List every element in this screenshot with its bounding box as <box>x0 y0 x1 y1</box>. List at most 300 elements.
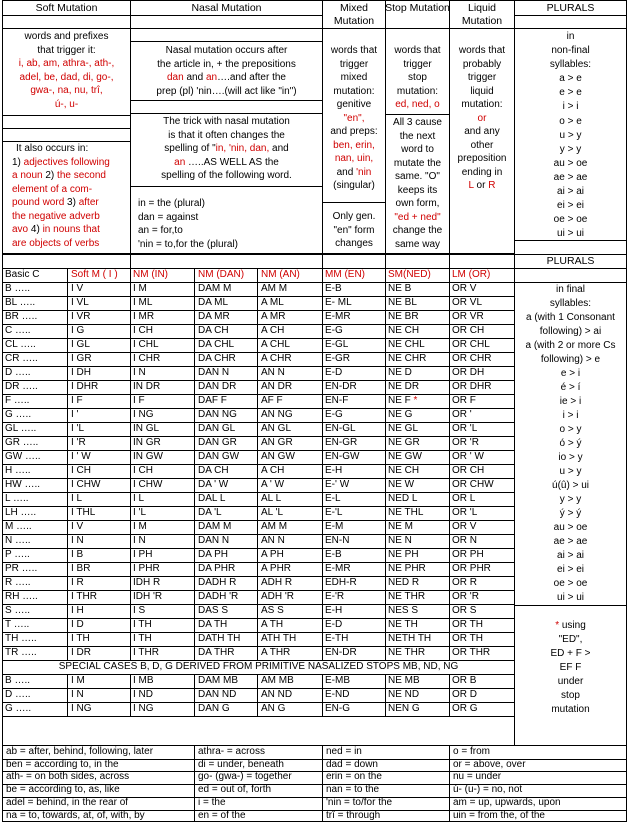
mutation-form: NE CHL <box>388 339 425 350</box>
mutation-form: DADH 'R <box>198 591 239 602</box>
mutation-form: E-TH <box>325 633 349 644</box>
mutation-form: DAN DR <box>198 381 237 392</box>
basic-consonant: TH ….. <box>5 633 37 644</box>
mutation-form: NE F * <box>388 395 418 406</box>
mutation-form: I DH <box>71 367 91 378</box>
mutation-form: E-MB <box>325 675 350 686</box>
mutation-form: E- ML <box>325 297 352 308</box>
soft-intro-text: words and prefixes that trigger it: i, ab, am, athra-, ath-, adel, be, dad, di, go-, gwa-, na, nu, trî, ú-, u- <box>18 31 115 110</box>
rule <box>2 408 515 409</box>
mutation-form: NE TH <box>388 619 418 630</box>
mutation-form: NE PHR <box>388 563 426 574</box>
glossary-entry: ú- (u-) = no, not <box>453 784 523 795</box>
mutation-form: I S <box>133 605 146 616</box>
plural-rule: ie > i <box>559 396 582 407</box>
stop-intro-text: words that trigger stop mutation: ed, ned, o <box>394 45 441 110</box>
plural-rule: in final <box>556 284 585 295</box>
mutation-form: NE GW <box>388 451 422 462</box>
mutation-form: I G <box>71 325 85 336</box>
rule <box>322 254 323 660</box>
mutation-form: I N <box>71 689 84 700</box>
mutation-form: OR V <box>452 521 477 532</box>
mutation-form: DAF F <box>198 395 227 406</box>
mutation-form: I BR <box>71 563 91 574</box>
mutation-form: AN GL <box>261 423 292 434</box>
plural-rule: o > e <box>559 115 582 127</box>
mutation-form: OR D <box>452 689 477 700</box>
plural-rule: e > i <box>560 368 581 379</box>
mutation-form: OR 'R <box>452 591 479 602</box>
mutation-form: NE M <box>388 521 413 532</box>
rule <box>449 674 450 716</box>
mutation-form: OR F <box>452 395 476 406</box>
glossary-entry: en = of the <box>198 810 246 821</box>
plurals-final-list <box>514 283 627 605</box>
mutation-form: AS S <box>261 605 284 616</box>
mutation-form: I R <box>71 577 84 588</box>
mutation-form: NE N <box>388 535 412 546</box>
plural-rule: a (with 2 or more Cs <box>525 340 616 351</box>
mutation-form: I ND <box>133 689 153 700</box>
table-header-1: Soft M ( I ) <box>71 269 118 280</box>
mutation-form: NE GR <box>388 437 420 448</box>
mutation-form: AN DR <box>261 381 293 392</box>
mutation-form: DA ML <box>198 297 229 308</box>
plural-rule: oe > oe <box>553 578 588 589</box>
mutation-form: I CHL <box>133 339 159 350</box>
mutation-form: NE THR <box>388 591 426 602</box>
mutation-form: DAN GL <box>198 423 236 434</box>
basic-consonant: B ….. <box>5 675 31 686</box>
mutation-form: I CH <box>71 465 91 476</box>
mutation-form: DA PH <box>198 549 229 560</box>
plural-rule: syllables: <box>549 59 592 71</box>
mutation-form: DA CHL <box>198 339 235 350</box>
glossary-entry: di = under, beneath <box>198 759 284 770</box>
mutation-form: I F <box>133 395 145 406</box>
plural-rule: e > e <box>559 87 582 99</box>
mutation-form: AN G <box>261 703 286 714</box>
mutation-form: NE DR <box>388 381 420 392</box>
glossary-entry: nu = under <box>453 771 502 782</box>
basic-consonant: F ….. <box>5 395 30 406</box>
mutation-form: I NG <box>133 409 154 420</box>
footnote-star: * <box>410 395 418 406</box>
basic-consonant: N ….. <box>5 535 31 546</box>
basic-consonant: BR ….. <box>5 311 38 322</box>
glossary-entry: adel = behind, in the rear of <box>6 797 129 808</box>
stop-note-text: All 3 cause the next word to mutate the same. "O" keeps its own form, "ed + ned" change the same way <box>392 117 443 250</box>
mutation-form: I MR <box>133 311 155 322</box>
mutation-form: AN GR <box>261 437 293 448</box>
mutation-form: OR 'L <box>452 507 478 518</box>
mutation-form: AN ND <box>261 689 293 700</box>
soft-also-text: It also occurs in: 1) adjectives following a noun 2) the second element of a com- pound word 3) after the negative adverb avo 4) in nouns that are objects of verbs <box>12 143 110 249</box>
mutation-form: EN-N <box>325 535 350 546</box>
mutation-form: I PH <box>133 549 153 560</box>
mutation-form: DAN NG <box>198 409 237 420</box>
mutation-form: NED R <box>388 577 420 588</box>
mutation-form: I THR <box>133 647 159 658</box>
mutation-form: OR R <box>452 577 477 588</box>
rule <box>257 674 258 716</box>
mutation-form: OR V <box>452 283 477 294</box>
mutation-form: DA CH <box>198 325 229 336</box>
mixed-intro-text: words that trigger mixed mutation: genitive "en", and preps: ben, erin, nan, uin, and 'nin (singular) <box>330 45 378 191</box>
mutation-form: I VL <box>71 297 89 308</box>
mutation-form: NEN G <box>388 703 420 714</box>
mutation-form: OR S <box>452 605 477 616</box>
mutation-form: DAM M <box>198 521 232 532</box>
mutation-form: OR VR <box>452 311 484 322</box>
mutation-form: IN GW <box>133 451 163 462</box>
mutation-form: OR CH <box>452 325 485 336</box>
plural-rule: a > e <box>559 73 582 85</box>
basic-consonant: B ….. <box>5 283 31 294</box>
mutation-form: A CH <box>261 465 285 476</box>
mutation-form: I D <box>71 619 84 630</box>
mutation-form: DAL L <box>198 493 226 504</box>
glossary-entry: erin = on the <box>326 771 382 782</box>
table-header-7: LM (OR) <box>452 269 491 280</box>
mutation-form: DADH R <box>198 577 237 588</box>
mutation-form: ADH 'R <box>261 591 295 602</box>
table-header-0: Basic C <box>5 269 40 280</box>
basic-consonant: TR ….. <box>5 647 37 658</box>
mutation-form: IN DR <box>133 381 161 392</box>
mutation-form: E-D <box>325 367 343 378</box>
mutation-form: I V <box>71 521 84 532</box>
glossary-entry: uin = from the, of the <box>453 810 545 821</box>
mutation-form: I F <box>71 395 83 406</box>
mutation-form: E-G <box>325 325 343 336</box>
mutation-form: NETH TH <box>388 633 432 644</box>
basic-consonant: G ….. <box>5 409 32 420</box>
glossary-entry: ned = in <box>326 746 362 757</box>
rule <box>385 254 386 660</box>
nasal-definitions: in = the (plural) dan = against an = for,to 'nin = to,for the (plural) <box>138 198 239 250</box>
mutation-form: I M <box>133 521 147 532</box>
mutation-form: AL 'L <box>261 507 284 518</box>
basic-consonant: R ….. <box>5 577 31 588</box>
mutation-form: A MR <box>261 311 286 322</box>
mutation-form: DAN N <box>198 367 230 378</box>
mutation-form: OR DHR <box>452 381 492 392</box>
plural-rule: ae > ae <box>553 171 588 183</box>
mutation-form: E-B <box>325 549 342 560</box>
mutation-form: E-H <box>325 605 343 616</box>
basic-consonant: T ….. <box>5 619 30 630</box>
mutation-form: AM M <box>261 283 288 294</box>
mutation-form: OR 'L <box>452 423 478 434</box>
mutation-form: IN GR <box>133 437 161 448</box>
mutation-form: DA PHR <box>198 563 236 574</box>
mutation-form: OR L <box>452 493 476 504</box>
glossary-entry: ath- = on both sides, across <box>6 771 130 782</box>
mutation-form: OR N <box>452 535 477 546</box>
mutation-form: AN N <box>261 367 285 378</box>
mutation-form: I L <box>133 493 145 504</box>
plural-rule: in <box>566 31 575 42</box>
rule <box>130 674 131 716</box>
mutation-form: A CHR <box>261 353 292 364</box>
plural-rule: ó > ý <box>559 438 582 449</box>
plural-rule: ei > ei <box>557 564 584 575</box>
plural-rule: i > i <box>562 101 579 113</box>
mutation-form: NE W <box>388 479 415 490</box>
glossary-entry: dad = down <box>326 759 378 770</box>
mutation-form: I DHR <box>71 381 99 392</box>
mutation-form: I CHW <box>133 479 163 490</box>
rule <box>2 716 515 717</box>
plurals-header: PLURALS <box>546 2 595 14</box>
mutation-form: DAM MB <box>198 675 238 686</box>
mutation-form: AL L <box>261 493 282 504</box>
mutation-form: I VR <box>71 311 91 322</box>
mutation-form: AF F <box>261 395 283 406</box>
mutation-form: OR VL <box>452 297 483 308</box>
mutation-form: OR CH <box>452 465 485 476</box>
mutation-form: I ' <box>71 409 79 420</box>
mutation-form: EN-GW <box>325 451 360 462</box>
mutation-form: DA 'L <box>198 507 222 518</box>
mutation-form: I GL <box>71 339 90 350</box>
mixed-mutation-header: Mixed Mutation <box>333 2 375 27</box>
mutation-form: E-M <box>325 521 344 532</box>
plurals-ed-note: * using "ED", ED + F > EF F under stop mutation <box>550 620 591 715</box>
glossary-entry: ab = after, behind, following, later <box>6 746 154 757</box>
mutation-form: NE BL <box>388 297 417 308</box>
basic-consonant: D ….. <box>5 367 31 378</box>
mutation-form: E-MR <box>325 563 351 574</box>
mutation-form: I 'L <box>133 507 147 518</box>
basic-consonant: HW ….. <box>5 479 40 490</box>
mutation-form: EN-DR <box>325 381 357 392</box>
mutation-form: OR B <box>452 675 477 686</box>
mutation-form: DAS S <box>198 605 229 616</box>
plural-rule: non-final <box>551 45 590 57</box>
basic-consonant: PR ….. <box>5 563 38 574</box>
basic-consonant: GW ….. <box>5 451 41 462</box>
mutation-form: I DR <box>71 647 91 658</box>
mutation-form: NE THR <box>388 647 426 658</box>
basic-consonant: L ….. <box>5 493 29 504</box>
mutation-form: OR PH <box>452 549 484 560</box>
basic-consonant: C ….. <box>5 325 31 336</box>
basic-consonant: DR ….. <box>5 381 38 392</box>
mutation-form: E-GL <box>325 339 349 350</box>
mutation-form: NE CHR <box>388 353 427 364</box>
plural-rule: ai > ai <box>557 550 584 561</box>
mutation-form: IDH R <box>133 577 161 588</box>
mutation-form: A TH <box>261 619 284 630</box>
plural-rule: y > y <box>559 494 582 505</box>
mutation-form: ADH R <box>261 577 293 588</box>
mutation-form: NE CH <box>388 465 420 476</box>
mutation-form: A THR <box>261 647 291 658</box>
plural-rule: oe > oe <box>553 214 588 226</box>
mutation-form: EN-DR <box>325 647 357 658</box>
liquid-mutation-header: Liquid Mutation <box>461 2 503 27</box>
mutation-form: IN GL <box>133 423 160 434</box>
plural-rule: o > y <box>559 424 582 435</box>
mutation-form: EN-GL <box>325 423 356 434</box>
table-header-6: SM(NED) <box>388 269 431 280</box>
glossary-entry: go- (gwa-) = together <box>198 771 292 782</box>
mutation-form: A CHL <box>261 339 290 350</box>
plural-rule: ú(û) > ui <box>552 480 589 491</box>
rule <box>194 674 195 716</box>
mutation-form: AN N <box>261 535 285 546</box>
mutation-form: EN-F <box>325 395 349 406</box>
special-cases-title: SPECIAL CASES B, D, G DERIVED FROM PRIMITIVE NASALIZED STOPS MB, ND, NG <box>58 661 459 672</box>
mutation-form: DAN GW <box>198 451 240 462</box>
mutation-form: E-ND <box>325 689 350 700</box>
glossary-entry: ed = out of, forth <box>198 784 272 795</box>
mutation-form: OR PHR <box>452 563 491 574</box>
mutation-form: E-MR <box>325 311 351 322</box>
mutation-form: I M <box>133 283 147 294</box>
mutation-form: I M <box>71 675 85 686</box>
mutation-form: I CH <box>133 325 153 336</box>
glossary-entry: or = above, over <box>453 759 526 770</box>
mutation-form: I THL <box>71 507 96 518</box>
mutation-form: DA TH <box>198 619 228 630</box>
mutation-form: OR TH <box>452 633 483 644</box>
mutation-form: A PH <box>261 549 284 560</box>
mutation-form: DA MR <box>198 311 230 322</box>
mutation-form: I PHR <box>133 563 160 574</box>
plural-rule: io > y <box>558 452 583 463</box>
mutation-form: DAN ND <box>198 689 237 700</box>
basic-consonant: CL ….. <box>5 339 36 350</box>
mutation-form: E-'L <box>325 507 343 518</box>
basic-consonant: M ….. <box>5 521 32 532</box>
mutation-form: DA THR <box>198 647 235 658</box>
mutation-form: I THR <box>71 591 97 602</box>
mutation-form: EN-GR <box>325 437 358 448</box>
mutation-form: DAN G <box>198 703 230 714</box>
plural-rule: ae > ae <box>553 536 588 547</box>
glossary-entry: athra- = across <box>198 746 265 757</box>
glossary-entry: ben = according to, in the <box>6 759 119 770</box>
table-header-2: NM (IN) <box>133 269 168 280</box>
mutation-form: DA ' W <box>198 479 229 490</box>
mutation-form: E-GR <box>325 353 350 364</box>
mutation-form: AM MB <box>261 675 294 686</box>
mutation-form: IDH 'R <box>133 591 163 602</box>
mutation-form: I N <box>133 535 146 546</box>
mutation-form: NE GL <box>388 423 419 434</box>
mutation-form: OR TH <box>452 619 483 630</box>
basic-consonant: P ….. <box>5 549 30 560</box>
plural-rule: a (with 1 Consonant <box>526 312 615 323</box>
mutation-form: OR 'R <box>452 437 479 448</box>
plurals-header-2: PLURALS <box>546 255 595 267</box>
plural-rule: i > i <box>562 410 579 421</box>
mutation-form: OR THR <box>452 647 491 658</box>
mutation-form: NED L <box>388 493 418 504</box>
mutation-form: OR ' W <box>452 451 484 462</box>
rule <box>67 674 68 716</box>
basic-consonant: GR ….. <box>5 437 39 448</box>
basic-consonant: S ….. <box>5 605 31 616</box>
mutation-form: A ' W <box>261 479 285 490</box>
mutation-form: I TH <box>133 633 152 644</box>
mutation-form: OR CHL <box>452 339 490 350</box>
plural-rule: following) > e <box>540 354 601 365</box>
mutation-form: OR G <box>452 703 478 714</box>
mutation-form: I V <box>71 283 84 294</box>
mutation-form: E-G <box>325 409 343 420</box>
glossary-entry: 'nin = to/for the <box>326 797 393 808</box>
mutation-form: OR CHW <box>452 479 494 490</box>
mutation-form: EDH-R <box>325 577 357 588</box>
glossary-entry: nan = to the <box>326 784 380 795</box>
mutation-form: I H <box>71 605 84 616</box>
stop-mutation-header: Stop Mutation <box>385 2 450 14</box>
mutation-form: OR DH <box>452 367 485 378</box>
glossary-entry: i = the <box>198 797 226 808</box>
mixed-note-text: Only gen. "en" form changes <box>332 211 376 249</box>
plural-rule: following) > ai <box>539 326 602 337</box>
mutation-form: I 'R <box>71 437 86 448</box>
mutation-form: DATH TH <box>198 633 241 644</box>
plural-rule: ý > ý <box>559 508 582 519</box>
mutation-form: NE G <box>388 409 413 420</box>
mutation-form: E-' W <box>325 479 350 490</box>
mutation-form: DAN N <box>198 535 230 546</box>
mutation-form: A ML <box>261 297 284 308</box>
nasal-intro-text: Nasal mutation occurs after the article in, + the prepositions dan and an….and after the prep (pl) 'nin….(will act like "in") <box>156 45 297 97</box>
mutation-form: NES S <box>388 605 419 616</box>
basic-consonant: D ….. <box>5 689 31 700</box>
mutation-form: AN GW <box>261 451 295 462</box>
basic-consonant: G ….. <box>5 703 32 714</box>
mutation-form: E-L <box>325 493 341 504</box>
rule <box>322 674 323 716</box>
mutation-form: I CH <box>133 465 153 476</box>
mutation-form: I TH <box>133 619 152 630</box>
mutation-form: E-B <box>325 283 342 294</box>
rule <box>385 674 386 716</box>
mutation-form: NE MB <box>388 675 420 686</box>
glossary-entry: be = according to, as, like <box>6 784 120 795</box>
plural-rule: ui > ui <box>557 592 584 603</box>
plural-rule: u > y <box>559 466 582 477</box>
nasal-mutation-header: Nasal Mutation <box>191 2 262 14</box>
mutation-form: I N <box>133 367 146 378</box>
glossary-entry: trî = through <box>326 810 381 821</box>
mutation-form: A CH <box>261 325 285 336</box>
mutation-form: AN NG <box>261 409 293 420</box>
mutation-form: EN-G <box>325 703 350 714</box>
plural-rule: au > oe <box>553 157 588 169</box>
mutation-form: NE B <box>388 283 412 294</box>
mutation-form: AM M <box>261 521 288 532</box>
mutation-form: I L <box>71 493 83 504</box>
basic-consonant: RH ….. <box>5 591 38 602</box>
soft-mutation-header: Soft Mutation <box>35 2 98 14</box>
basic-consonant: CR ….. <box>5 353 38 364</box>
liquid-intro-text: words that probably trigger liquid mutation: or and any other preposition ending in L or R <box>457 45 507 191</box>
plural-rule: ei > ei <box>557 200 584 212</box>
mutation-form: I CHR <box>133 353 161 364</box>
basic-consonant: H ….. <box>5 465 31 476</box>
plural-rule: au > oe <box>553 522 588 533</box>
rule <box>2 660 515 661</box>
mutation-form: NE ND <box>388 689 420 700</box>
